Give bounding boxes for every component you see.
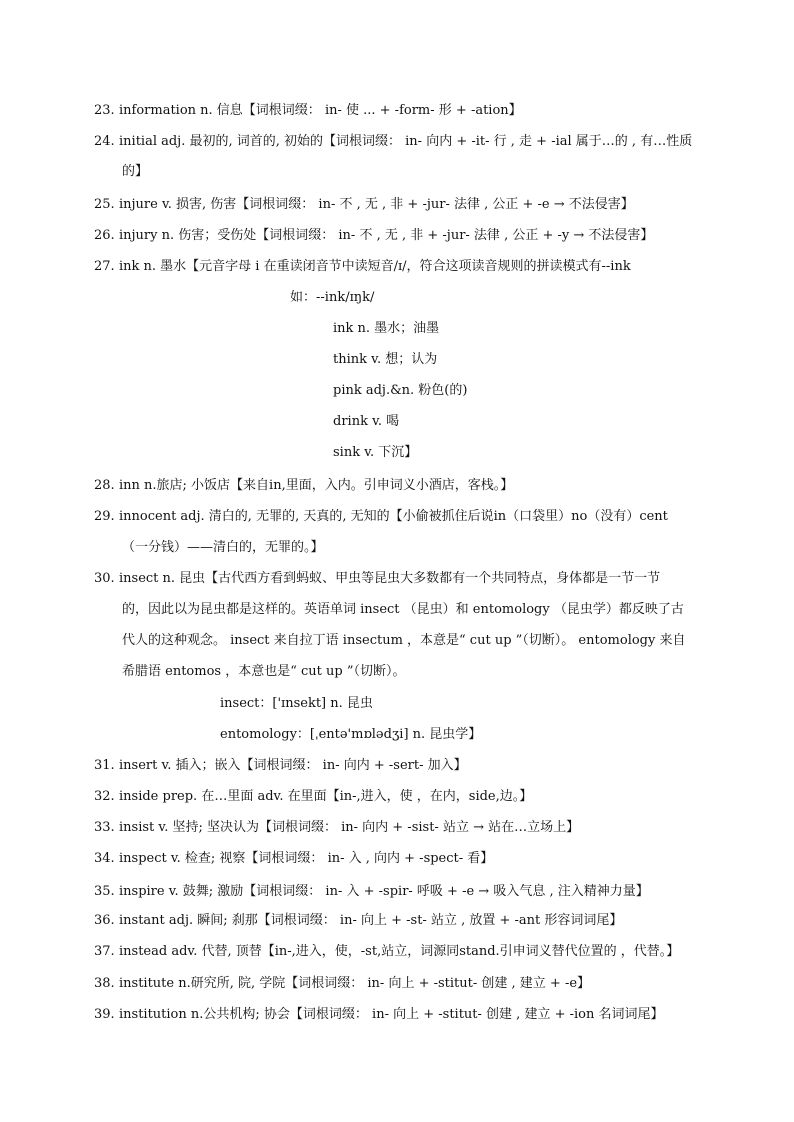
entry-text: injure v. 损害, 伤害【词根词缀： in- 不 , 无 , 非 + -jur- 法律 , 公正 + -e → 不法侵害】 [119,197,634,212]
entry-number: 31. [94,758,115,773]
entry-text-continued: 的，因此以为昆虫都是这样的。英语单词 insect （昆虫）和 entomology （昆虫学）都反映了古 [122,602,684,617]
entry-number: 33. [94,820,115,835]
entry-text: initial adj. 最初的, 词首的, 初始的【词根词缀： in- 向内 + -it- 行 , 走 + -ial 属于…的 , 有…性质 [119,134,693,149]
entry-number: 32. [94,789,115,804]
entry-number: 25. [94,197,115,212]
entry-text: inspire v. 鼓舞; 激励【词根词缀： in- 入 + -spir- 呼吸 + -e → 吸入气息 , 注入精神力量】 [119,884,649,899]
entry-number: 26. [94,228,115,243]
ink-examples-intro: 如：--ink/ɪŋk/ [290,290,375,305]
entry-number: 30. [94,571,115,586]
entry-text: inside prep. 在…里面 adv. 在里面【in-,进入，使 ，在内，side,边。】 [119,789,533,804]
entry-text: injury n. 伤害；受伤处【词根词缀： in- 不 , 无 , 非 + -jur- 法律 , 公正 + -y → 不法侵害】 [119,228,654,243]
entry-text: information n. 信息【词根词缀： in- 使 ... + -form- 形 + -ation】 [119,103,522,118]
entry-number: 38. [94,976,115,991]
entry-text-continued: 希腊语 entomos ，本意也是“ cut up ”（切断）。 [122,664,406,679]
ink-example-row: pink adj.&n. 粉色(的) [333,383,468,398]
entry-number: 23. [94,103,115,118]
entry-text-continued: 代人的这种观念。 insect 来自拉丁语 insectum ，本意是“ cut up ”（切断）。 entomology 来自 [122,633,686,648]
insect-example-row: entomology：[ˌentə'mɒlədʒi] n. 昆虫学】 [220,727,482,742]
entry-text: ink n. 墨水【元音字母 i 在重读闭音节中读短音/ɪ/，符合这项读音规则的拼读模式有--ink [119,259,631,274]
entry-text: institution n.公共机构; 协会【词根词缀： in- 向上 + -stitut- 创建 , 建立 + -ion 名词词尾】 [119,1007,664,1022]
entry-text: inn n.旅店; 小饭店【来自in,里面，入内。引申词义小酒店，客栈。】 [119,478,514,493]
entry-number: 39. [94,1007,115,1022]
entry-text: insect n. 昆虫【古代西方看到蚂蚁、甲虫等昆虫大多数都有一个共同特点，身体都是一节一节 [119,571,661,586]
ink-example-row: ink n. 墨水；油墨 [333,321,440,336]
insect-example-row: insect：['ɪnsekt] n. 昆虫 [220,696,373,711]
entry-text: insist v. 坚持; 坚决认为【词根词缀： in- 向内 + -sist- 站立 → 站在…立场上】 [119,820,580,835]
entry-text-continued: （一分钱）——清白的，无罪的。】 [122,540,324,555]
entry-text: instant adj. 瞬间; 刹那【词根词缀： in- 向上 + -st- 站立 , 放置 + -ant 形容词词尾】 [119,913,623,928]
ink-example-row: drink v. 喝 [333,414,400,429]
entry-number: 37. [94,944,115,959]
entry-number: 27. [94,259,115,274]
entry-number: 29. [94,509,115,524]
entry-text: innocent adj. 清白的, 无罪的, 天真的, 无知的【小偷被抓住后说in（口袋里）no（没有）cent [119,509,668,524]
entry-number: 24. [94,134,115,149]
entry-number: 34. [94,851,115,866]
entry-number: 28. [94,478,115,493]
entry-text: inspect v. 检查; 视察【词根词缀： in- 入 , 向内 + -spect- 看】 [119,851,494,866]
entry-text-continued: 的】 [122,164,149,179]
ink-example-row: sink v. 下沉】 [333,445,418,460]
entry-text: instead adv. 代替, 顶替【in-,进入，使，-st,站立，词源同stand.引申词义替代位置的 ，代替。】 [119,944,680,959]
ink-example-row: think v. 想；认为 [333,352,438,367]
entry-text: insert v. 插入；嵌入【词根词缀： in- 向内 + -sert- 加入】 [119,758,467,773]
entry-number: 35. [94,884,115,899]
entry-number: 36. [94,913,115,928]
entry-text: institute n.研究所, 院, 学院【词根词缀： in- 向上 + -stitut- 创建 , 建立 + -e】 [119,976,591,991]
